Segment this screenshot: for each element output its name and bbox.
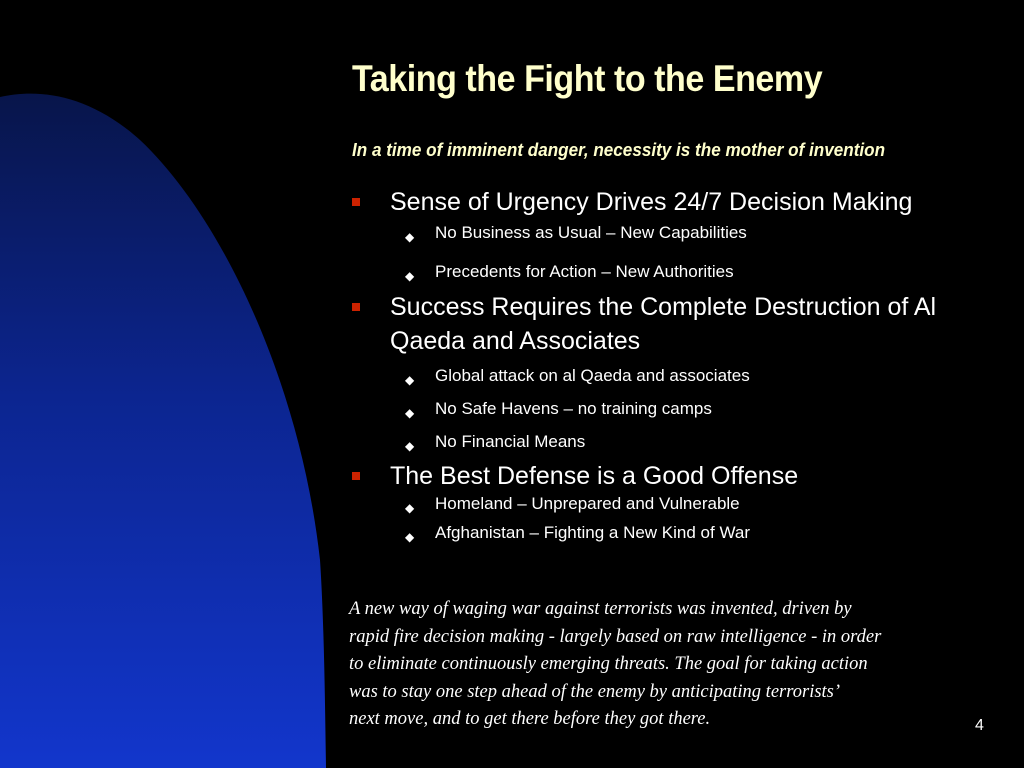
square-bullet-icon	[352, 472, 360, 480]
sub-bullet-text: No Safe Havens – no training camps	[435, 399, 712, 418]
diamond-bullet-icon: ◆	[405, 439, 415, 453]
sub-bullet-text: Precedents for Action – New Authorities	[435, 262, 734, 281]
italic-note	[349, 596, 1019, 734]
square-bullet-icon	[352, 198, 360, 206]
sub-bullet-text: No Business as Usual – New Capabilities	[435, 223, 747, 242]
bullet-3	[352, 459, 1002, 493]
sub-bullet-text: No Financial Means	[435, 432, 586, 451]
note-line: A new way of waging war against terrorists was invented, driven by	[349, 599, 852, 619]
sub-bullet-text: Global attack on al Qaeda and associates	[435, 366, 750, 385]
slide-title: Taking the Fight to the Enemy	[352, 58, 823, 99]
sub-bullet-2-1	[352, 365, 1002, 387]
diamond-bullet-icon: ◆	[405, 530, 415, 544]
sub-bullet-2-2	[352, 398, 1002, 420]
sub-bullet-3-2	[352, 522, 1002, 544]
bullet-text: The Best Defense is a Good Offense	[390, 462, 799, 490]
slide-subtitle: In a time of imminent danger, necessity is the mother of invention	[352, 140, 886, 160]
bullet-list	[352, 185, 1002, 544]
sub-bullet-3-1	[352, 493, 1002, 515]
square-bullet-icon	[352, 303, 360, 311]
bullet-1	[352, 185, 1002, 219]
sub-bullet-1-2	[352, 261, 1002, 283]
diamond-bullet-icon: ◆	[405, 230, 415, 244]
sub-bullet-text: Afghanistan – Fighting a New Kind of War	[435, 523, 750, 542]
diamond-bullet-icon: ◆	[405, 501, 415, 515]
note-line: was to stay one step ahead of the enemy by anticipating terrorists’	[349, 681, 841, 702]
bullet-text: Success Requires the Complete Destruction of Al Qaeda and Associates	[390, 293, 937, 355]
sub-bullet-1-1	[352, 222, 1002, 244]
note-line: next move, and to get there before they got there.	[349, 709, 711, 729]
diamond-bullet-icon: ◆	[405, 373, 415, 387]
note-line: rapid fire decision making - largely based on raw intelligence - in order	[349, 626, 882, 647]
diamond-bullet-icon: ◆	[405, 406, 415, 420]
sub-bullet-2-3	[352, 431, 1002, 453]
bullet-text: Sense of Urgency Drives 24/7 Decision Making	[390, 188, 913, 216]
bullet-2	[352, 290, 1002, 358]
page-number: 4	[975, 717, 984, 734]
diamond-bullet-icon: ◆	[405, 269, 415, 283]
note-line: to eliminate continuously emerging threats. The goal for taking action	[349, 654, 868, 674]
sub-bullet-text: Homeland – Unprepared and Vulnerable	[435, 494, 740, 513]
